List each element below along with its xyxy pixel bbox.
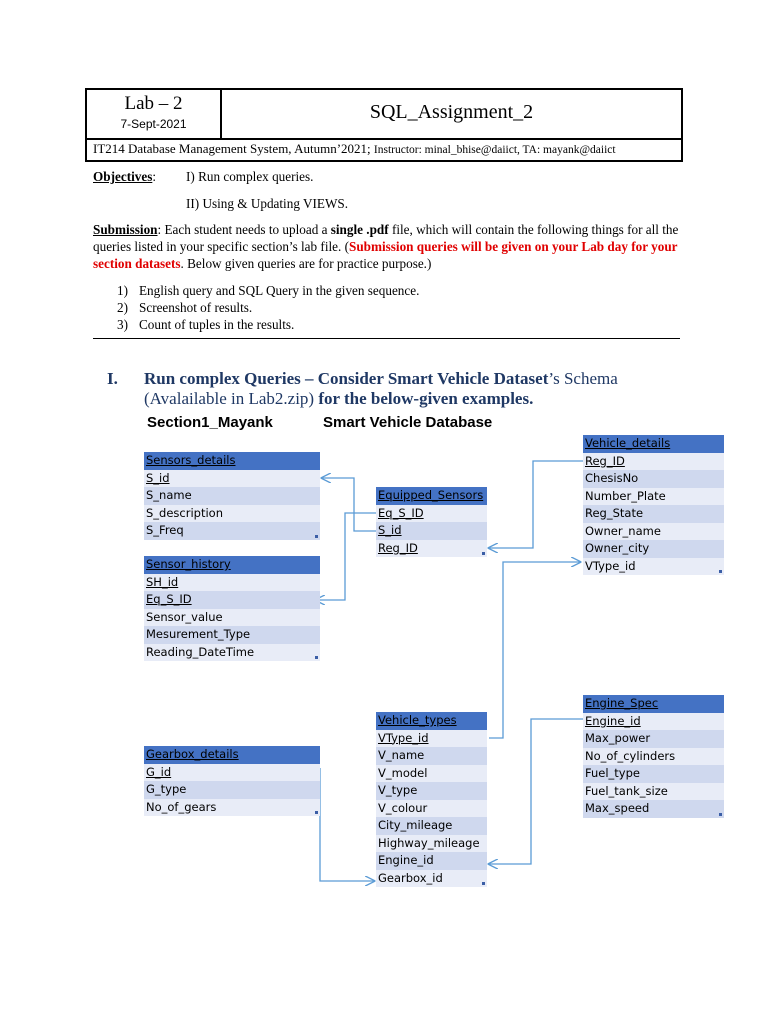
objectives-label: Objectives [93, 169, 153, 184]
section-subtitle-part: for the below-given examples. [314, 389, 534, 408]
table-column: Number_Plate [583, 488, 724, 506]
table-header: Engine_Spec [583, 695, 724, 713]
diagram-section-label: Section1_Mayank [147, 414, 273, 431]
diagram-db-label: Smart Vehicle Database [323, 414, 493, 431]
table-column: Reg_ID [583, 453, 724, 471]
table-body [376, 505, 487, 558]
objectives-colon: : [152, 169, 156, 184]
table-column: Highway_mileage [376, 835, 487, 853]
table-column: VType_id [376, 730, 487, 748]
table-column: No_of_cylinders [583, 748, 724, 766]
submission-text: file, which will contain the following things for all the queries listed in your specific section’s lab file. ( [93, 222, 679, 254]
submission-text: . Below given queries are for practice purpose.) [180, 256, 432, 271]
table-column: Max_speed [583, 800, 724, 818]
table-column: ChesisNo [583, 470, 724, 488]
submission-bold: single .pdf [330, 222, 389, 237]
table-column: V_model [376, 765, 487, 783]
link-gearbox-id [320, 768, 374, 881]
table-column: V_type [376, 782, 487, 800]
table-column: Engine_id [376, 852, 487, 870]
table-gearbox-details [144, 746, 320, 816]
table-sensors-details [144, 452, 320, 540]
course-name: IT214 Database Management System, Autumn’2021; [93, 141, 371, 156]
link-engine-id [489, 719, 583, 864]
table-column: Gearbox_id [376, 870, 487, 888]
table-column: Mesurement_Type [144, 626, 320, 644]
table-body [583, 713, 724, 818]
list-text: Screenshot of results. [139, 300, 253, 315]
table-column: SH_id [144, 574, 320, 592]
objective-item: I) Run complex queries. [186, 169, 314, 184]
table-column: City_mileage [376, 817, 487, 835]
section-title-part: ’s Schema [548, 369, 618, 388]
section-number: I. [107, 369, 118, 388]
table-header: Equipped_Sensors [376, 487, 487, 505]
list-text: English query and SQL Query in the given sequence. [139, 283, 420, 298]
table-equipped-sensors [376, 487, 487, 557]
list-number: 3) [117, 317, 128, 332]
table-column: Owner_city [583, 540, 724, 558]
lab-title: Lab – 2 [124, 93, 183, 114]
table-body [583, 453, 724, 576]
link-reg-id [489, 461, 583, 548]
table-column: S_name [144, 487, 320, 505]
section-title-part: Run complex Queries – Consider [144, 369, 388, 388]
table-body [144, 574, 320, 662]
table-header: Gearbox_details [144, 746, 320, 764]
table-sensor-history [144, 556, 320, 661]
table-header: Vehicle_types [376, 712, 487, 730]
section-title-part: Smart Vehicle Dataset [387, 369, 549, 388]
table-header: Sensor_history [144, 556, 320, 574]
table-column: S_id [144, 470, 320, 488]
table-vehicle-details [583, 435, 724, 575]
table-body [144, 764, 320, 817]
assignment-title: SQL_Assignment_2 [369, 101, 534, 123]
table-column: Sensor_value [144, 609, 320, 627]
table-column: V_name [376, 747, 487, 765]
list-number: 1) [117, 283, 128, 298]
table-column: Owner_name [583, 523, 724, 541]
submission-text: : Each student needs to upload a [157, 222, 331, 237]
list-number: 2) [117, 300, 128, 315]
table-column: G_id [144, 764, 320, 782]
table-column: No_of_gears [144, 799, 320, 817]
list-text: Count of tuples in the results. [139, 317, 295, 332]
table-column: Reg_ID [376, 540, 487, 558]
table-engine-spec [583, 695, 724, 818]
section-subtitle-part: (Avalailable in Lab2.zip) [144, 389, 315, 408]
table-header: Sensors_details [144, 452, 320, 470]
course-staff: Instructor: minal_bhise@daiict, TA: mayank@daiict [373, 144, 616, 156]
table-column: S_description [144, 505, 320, 523]
table-column: Fuel_tank_size [583, 783, 724, 801]
lab-date: 7-Sept-2021 [120, 117, 187, 131]
table-column: Engine_id [583, 713, 724, 731]
table-column: Fuel_type [583, 765, 724, 783]
objective-item: II) Using & Updating VIEWS. [186, 196, 349, 211]
table-column: S_id [376, 522, 487, 540]
table-vehicle-types [376, 712, 487, 887]
submission-warning: Submission queries will be given on your Lab day for your section datasets [93, 239, 678, 271]
table-column: V_colour [376, 800, 487, 818]
table-header: Vehicle_details [583, 435, 724, 453]
link-vtype-id [489, 562, 580, 738]
table-column: Reg_State [583, 505, 724, 523]
table-column: Eq_S_ID [144, 591, 320, 609]
table-column: Eq_S_ID [376, 505, 487, 523]
link-sensors-sid [322, 478, 376, 531]
link-sensor-history-eqsid [316, 513, 376, 600]
submission-label: Submission [93, 222, 158, 237]
table-column: G_type [144, 781, 320, 799]
table-body [144, 470, 320, 540]
table-body [376, 730, 487, 888]
table-column: VType_id [583, 558, 724, 576]
table-column: Max_power [583, 730, 724, 748]
table-column: Reading_DateTime [144, 644, 320, 662]
table-column: S_Freq [144, 522, 320, 540]
